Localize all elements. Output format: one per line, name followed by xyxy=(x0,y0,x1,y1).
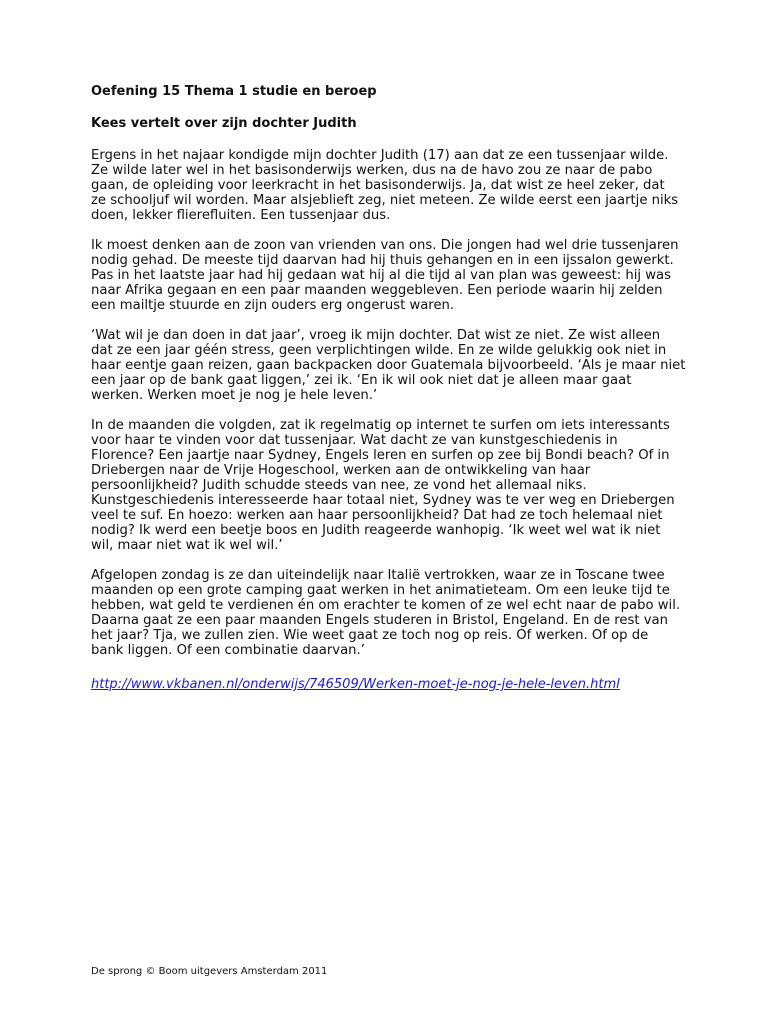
exercise-title: Oefening 15 Thema 1 studie en beroep xyxy=(91,84,377,99)
paragraph-4: In de maanden die volgden, zat ik regelmatig op internet te surfen om iets interessants voor haar te vinden voor dat tussenjaar. Wat dacht ze van kunstgeschiedenis in Florence? Een jaartje naar Sydney, Engels leren en surfen op zee bij Bondi beach? Of in Driebergen naar de Vrije Hogeschool, werken aan de ontwikkeling van haar persoonlijkheid? Judith schudde steeds van nee, ze vond het allemaal niks. Kunstgeschiedenis interesseerde haar totaal niet, Sydney was te ver weg en Driebergen veel te suf. En hoezo: werken aan haar persoonlijkheid? Dat had ze toch helemaal niet nodig? Ik werd een beetje boos en Judith reageerde wanhopig. ‘Ik weet wel wat ik niet wil, maar niet wat ik wel wil.’ xyxy=(91,418,675,553)
paragraph-3: ‘Wat wil je dan doen in dat jaar’, vroeg ik mijn dochter. Dat wist ze niet. Ze wist alleen dat ze een jaar géén stress, geen verplichtingen wilde. En ze wilde gelukkig ook niet in haar eentje gaan reizen, gaan backpacken door Guatemala bijvoorbeeld. ‘Als je maar niet een jaar op de bank gaat liggen,’ zei ik. ‘En ik wil ook niet dat je alleen maar gaat werken. Werken moet je nog je hele leven.’ xyxy=(91,328,686,403)
paragraph-2: Ik moest denken aan de zoon van vrienden van ons. Die jongen had wel drie tussenjaren nodig gehad. De meeste tijd daarvan had hij thuis gehangen en in een ijssalon gewerkt. Pas in het laatste jaar had hij gedaan wat hij al die tijd al van plan was geweest: hij was naar Afrika gegaan en een paar maanden weggebleven. Een periode waarin hij zelden een mailtje stuurde en zijn ouders erg ongerust waren. xyxy=(91,238,679,313)
document-page xyxy=(91,84,691,692)
page-footer: De sprong © Boom uitgevers Amsterdam 2011 xyxy=(91,966,328,977)
paragraph-1: Ergens in het najaar kondigde mijn dochter Judith (17) aan dat ze een tussenjaar wilde. Ze wilde later wel in het basisonderwijs werken, dus na de havo zou ze naar de pabo gaan, de opleiding voor leerkracht in het basisonderwijs. Ja, dat wist ze heel zeker, dat ze schooljuf wil worden. Maar alsjeblieft zeg, niet meteen. Ze wilde eerst een jaartje niks doen, lekker flierefluiten. Een tussenjaar dus. xyxy=(91,148,679,223)
paragraph-5: Afgelopen zondag is ze dan uiteindelijk naar Italië vertrokken, waar ze in Toscane twee maanden op een grote camping gaat werken in het animatieteam. Om een leuke tijd te hebben, wat geld te verdienen én om erachter te komen of ze wel echt naar de pabo wil. Daarna gaat ze een paar maanden Engels studeren in Bristol, Engeland. En de rest van het jaar? Tja, we zullen zien. Wie weet gaat ze toch nog op reis. Of werken. Of op de bank liggen. Of een combinatie daarvan.’ xyxy=(91,568,681,658)
source-link[interactable]: http://www.vkbanen.nl/onderwijs/746509/Werken-moet-je-nog-je-hele-leven.html xyxy=(91,677,620,692)
article-title: Kees vertelt over zijn dochter Judith xyxy=(91,116,357,131)
